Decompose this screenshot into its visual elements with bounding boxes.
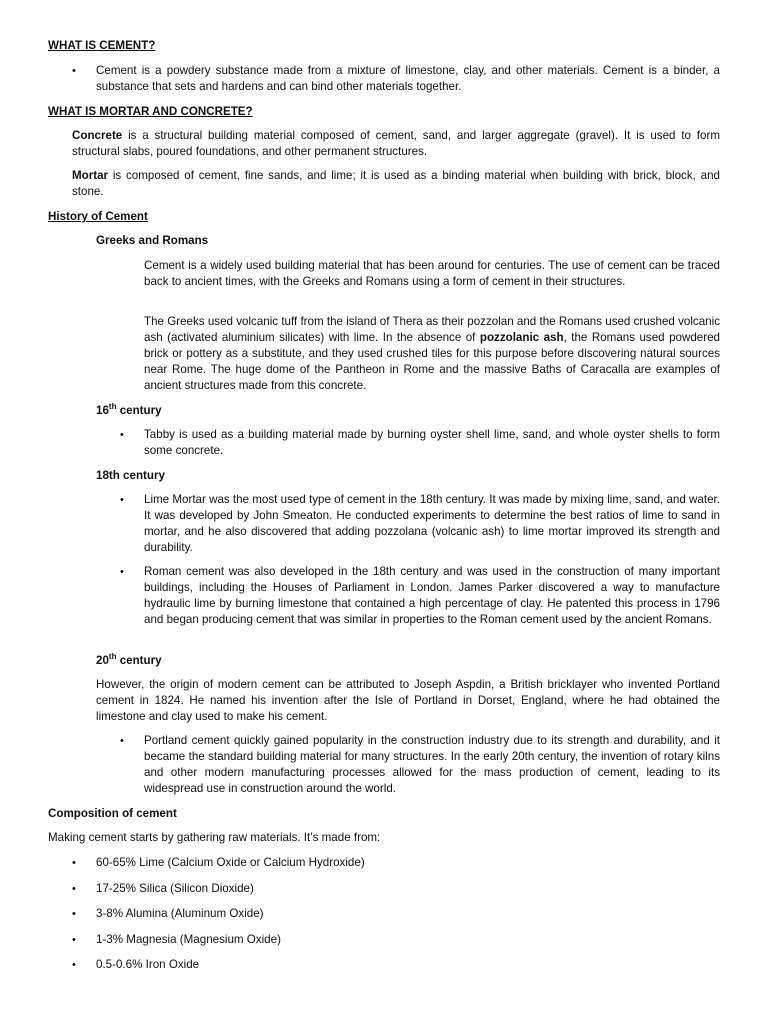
subheading-18th-century: 18th century [96, 469, 165, 482]
greeks-para2-b: , the Romans used powdered brick or pottery as a substitute, and they used crushed tiles for this purpose before discovering natural sources near Rome. The huge dome of the Pantheon in Rome and the massive Baths of Caracalla are examples of ancient structures made from this concrete. [144, 331, 720, 392]
composition-item: 3-8% Alumina (Aluminum Oxide) [96, 907, 264, 920]
subheading-20th-century [96, 653, 162, 669]
heading-what-is-cement: WHAT IS CEMENT? [48, 39, 156, 52]
century-suffix: century [116, 654, 162, 667]
bullet-dot: • [72, 908, 76, 920]
century-suffix: century [116, 404, 162, 417]
greeks-paragraph-2 [144, 314, 720, 394]
composition-item: 17-25% Silica (Silicon Dioxide) [96, 882, 254, 895]
mortar-text: is composed of cement, fine sands, and lime; it is used as a binding material when building with brick, block, and stone. [72, 169, 720, 198]
concrete-text: is a structural building material composed of cement, sand, and larger aggregate (gravel). It is used to form structural slabs, poured foundations, and other permanent structures. [72, 129, 720, 158]
century-sup: th [108, 652, 117, 662]
concrete-definition [72, 128, 720, 160]
bullet-dot: • [72, 959, 76, 971]
roman-cement-bullet: Roman cement was also developed in the 18th century and was used in the construction of many important buildings, including the Houses of Parliament in London. James Parker discovered a way to manufacture hydraulic lime by burning limestone that contained a high percentage of clay. He patented this process in 1796 and began producing cement that was similar in properties to the Roman cement used by the ancient Romans. [144, 565, 720, 626]
subheading-16th-century [96, 403, 162, 419]
pozzolanic-ash-term: pozzolanic ash [479, 331, 564, 344]
bullet-dot: • [120, 566, 124, 578]
bullet-dot: • [72, 857, 76, 869]
concrete-term: Concrete [72, 129, 123, 142]
mortar-definition [72, 168, 720, 200]
aspdin-paragraph: However, the origin of modern cement can be attributed to Joseph Aspdin, a British bricklayer who invented Portland cement in 1824. He named his invention after the Isle of Portland in Dorset, England, where he had obtained the limestone and clay used to make his cement. [96, 678, 720, 723]
heading-history: History of Cement [48, 210, 148, 223]
lime-mortar-bullet: Lime Mortar was the most used type of cement in the 18th century. It was made by mixing lime, sand, and water. It was developed by John Smeaton. He conducted experiments to determine the best ratios of lime to sand in mortar, and he also discovered that adding pozzolana (volcanic ash) to lime mortar improved its strength and durability. [144, 493, 720, 554]
bullet-dot: • [72, 65, 76, 77]
bullet-dot: • [120, 429, 124, 441]
composition-item: 60-65% Lime (Calcium Oxide or Calcium Hydroxide) [96, 856, 365, 869]
heading-mortar-concrete: WHAT IS MORTAR AND CONCRETE? [48, 105, 253, 118]
greeks-para2-a: The Greeks used volcanic tuff from the island of Thera as their pozzolan and the Romans used crushed volcanic ash (activated aluminium silicates) with lime. In the absence of [144, 315, 720, 344]
subheading-greeks-romans: Greeks and Romans [96, 234, 209, 247]
mortar-term: Mortar [72, 169, 109, 182]
composition-item: 0.5-0.6% Iron Oxide [96, 958, 200, 971]
bullet-dot: • [72, 934, 76, 946]
century-number: 20 [96, 654, 109, 667]
bullet-dot: • [120, 494, 124, 506]
composition-item: 1-3% Magnesia (Magnesium Oxide) [96, 933, 281, 946]
bullet-dot: • [120, 735, 124, 747]
greeks-paragraph-1: Cement is a widely used building material that has been around for centuries. The use of cement can be traced back to ancient times, with the Greeks and Romans using a form of cement in their structures. [144, 259, 720, 288]
cement-definition: Cement is a powdery substance made from a mixture of limestone, clay, and other materials. Cement is a binder, a substance that sets and hardens and can bind other materials together. [96, 64, 720, 93]
portland-cement-bullet: Portland cement quickly gained popularity in the construction industry due to its strength and durability, and it became the standard building material for many structures. In the early 20th century, the invention of rotary kilns and other modern manufacturing processes allowed for the mass production of cement, leading to its widespread use in construction around the world. [144, 734, 720, 795]
century-sup: th [108, 402, 117, 412]
century-number: 16 [96, 404, 109, 417]
bullet-dot: • [72, 883, 76, 895]
composition-intro: Making cement starts by gathering raw materials. It’s made from: [48, 831, 381, 844]
subheading-composition: Composition of cement [48, 807, 177, 820]
tabby-bullet: Tabby is used as a building material made by burning oyster shell lime, sand, and whole oyster shells to form some concrete. [144, 428, 720, 457]
